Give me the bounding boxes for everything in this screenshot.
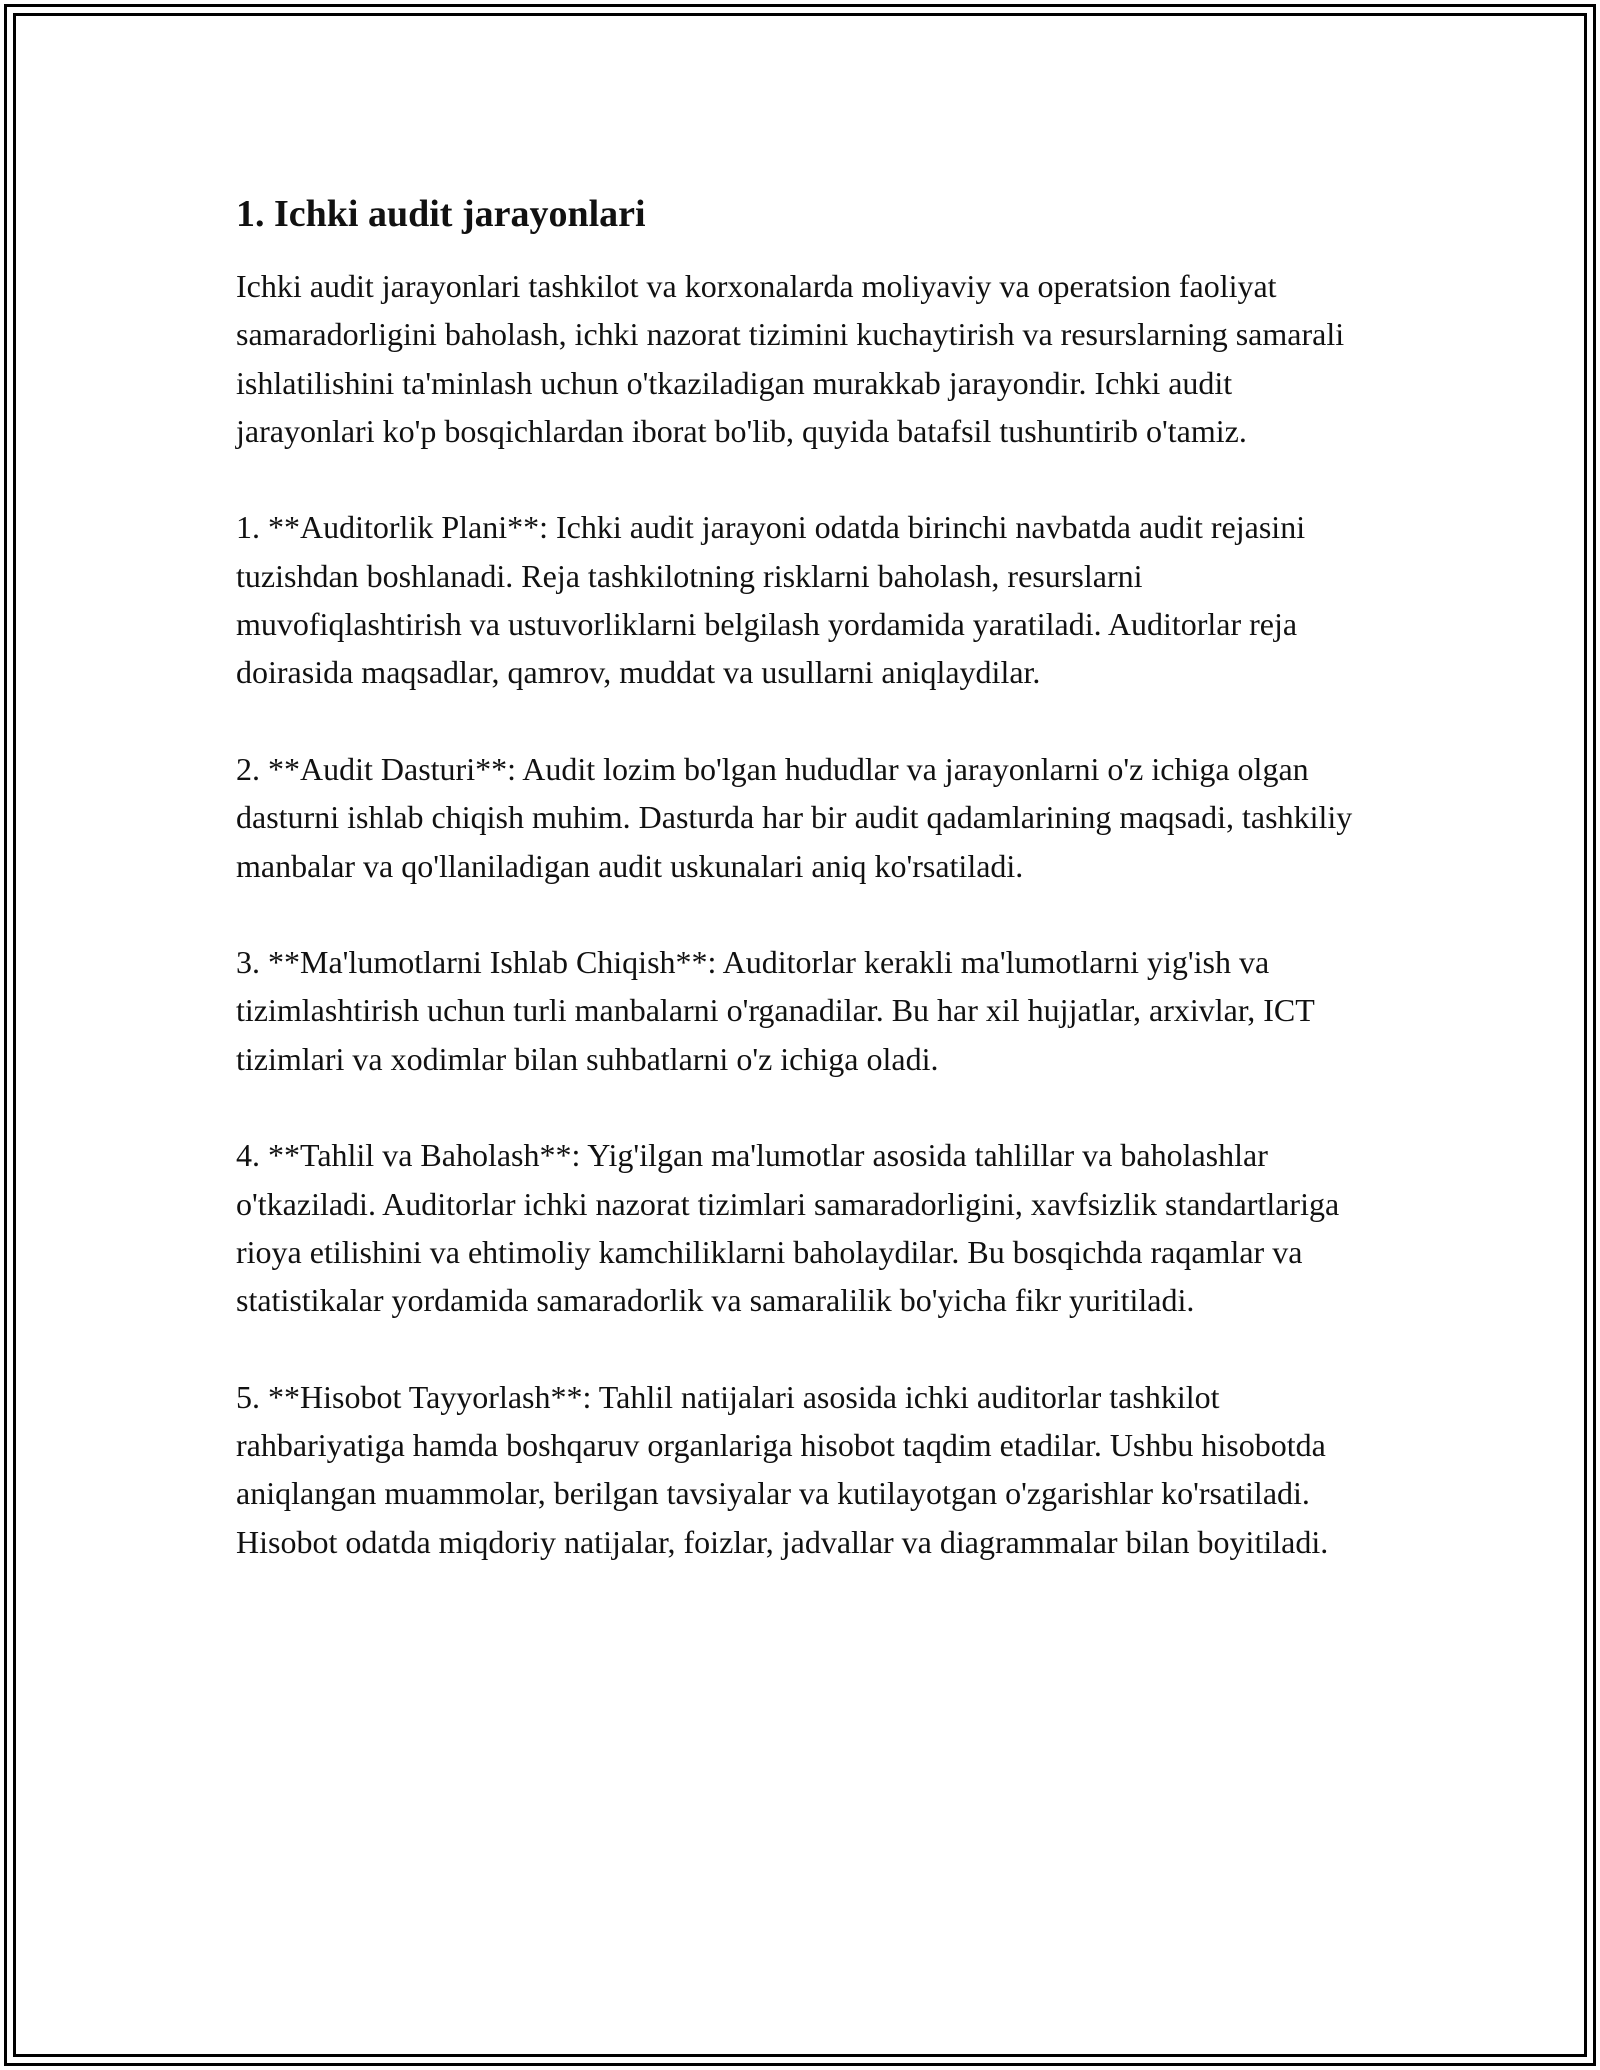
list-item-audit-program: 2. **Audit Dasturi**: Audit lozim bo'lgan hududlar va jarayonlarni o'z ichiga olgan dasturni ishlab chiqish muhim. Dasturda har bir audit qadamlarining maqsadi, tashkiliy manbalar va qo'llaniladigan audit uskunalari aniq ko'rsatiladi. xyxy=(236,750,1353,884)
list-item-analysis: 4. **Tahlil va Baholash**: Yig'ilgan ma'lumotlar asosida tahlillar va baholashlar o'tkaziladi. Auditorlar ichki nazorat tizimlari samaradorligini, xavfsizlik standartlariga rioya etilishini va ehtimoliy kamchiliklarni baholaydilar. Bu bosqichda raqamlar va statistikalar yordamida samaradorlik va samaralilik bo'yicha fikr yuritiladi. xyxy=(236,1137,1340,1319)
list-item-report: 5. **Hisobot Tayyorlash**: Tahlil natijalari asosida ichki auditorlar tashkilot rahbariyatiga hamda boshqaruv organlariga hisobot taqdim etadilar. Ushbu hisobotda aniqlangan muammolar, berilgan tavsiyalar va kutilayotgan o'zgarishlar ko'rsatiladi. Hisobot odatda miqdoriy natijalar, foizlar, jadvallar va diagrammalar bilan boyitiladi. xyxy=(236,1378,1329,1560)
list-item-audit-plan: 1. **Auditorlik Plani**: Ichki audit jarayoni odatda birinchi navbatda audit rejasini tuzishdan boshlanadi. Reja tashkilotning risklarni baholash, resurslarni muvofiqlashtirish va ustuvorliklarni belgilash yordamida yaratiladi. Auditorlar reja doirasida maqsadlar, qamrov, muddat va usullarni aniqlaydilar. xyxy=(236,509,1306,691)
section-heading: 1. Ichki audit jarayonlari xyxy=(236,193,646,235)
document-body xyxy=(236,190,1376,1566)
intro-paragraph: Ichki audit jarayonlari tashkilot va korxonalarda moliyaviy va operatsion faoliyat samaradorligini baholash, ichki nazorat tizimini kuchaytirish va resurslarning samarali ishlatilishini ta'minlash uchun o'tkaziladigan murakkab jarayondir. Ichki audit jarayonlari ko'p bosqichlardan iborat bo'lib, quyida batafsil tushuntirib o'tamiz. xyxy=(236,268,1345,449)
list-item-data-collection: 3. **Ma'lumotlarni Ishlab Chiqish**: Auditorlar kerakli ma'lumotlarni yig'ish va tizimlashtirish uchun turli manbalarni o'rganadilar. Bu har xil hujjatlar, arxivlar, ICT tizimlari va xodimlar bilan suhbatlarni o'z ichiga oladi. xyxy=(236,944,1315,1077)
